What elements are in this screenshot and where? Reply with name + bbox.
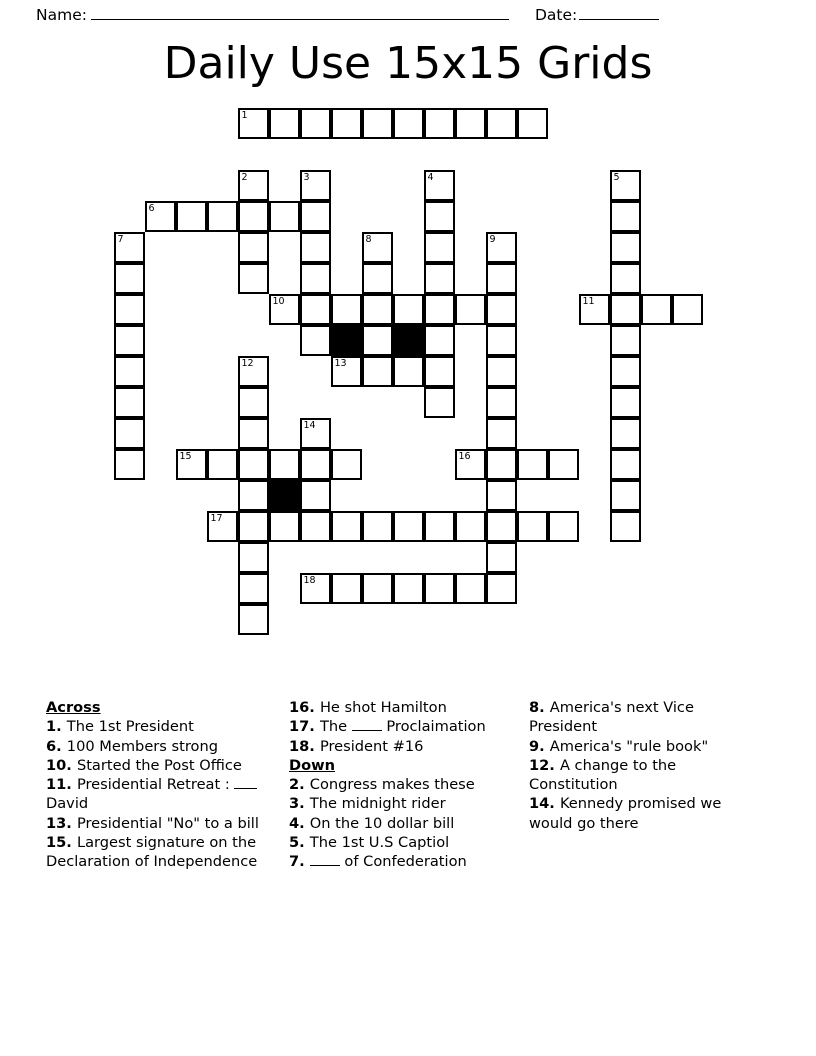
grid-block-cell: [331, 325, 362, 356]
clue-number: 12.: [529, 756, 560, 774]
clue-number: 10.: [46, 756, 77, 774]
grid-cell[interactable]: [238, 573, 269, 604]
page-title: Daily Use 15x15 Grids: [163, 38, 653, 89]
grid-cell[interactable]: [300, 263, 331, 294]
grid-cell[interactable]: [393, 356, 424, 387]
grid-cell[interactable]: [610, 356, 641, 387]
grid-cell[interactable]: [455, 108, 486, 139]
clue-text: America's "rule book": [549, 737, 709, 755]
grid-cell[interactable]: [114, 418, 145, 449]
grid-cell[interactable]: [486, 480, 517, 511]
grid-cell[interactable]: [176, 449, 207, 480]
grid-cell[interactable]: [362, 263, 393, 294]
clue-item: [289, 737, 515, 756]
grid-cell[interactable]: [238, 108, 269, 139]
grid-cell[interactable]: [331, 573, 362, 604]
grid-cell[interactable]: [393, 573, 424, 604]
clue-column-1: [46, 698, 289, 872]
clue-number: 16.: [289, 699, 320, 716]
grid-cell[interactable]: [207, 449, 238, 480]
grid-cell[interactable]: [610, 201, 641, 232]
grid-cell[interactable]: [238, 511, 269, 542]
grid-cell[interactable]: [393, 294, 424, 325]
grid-cell[interactable]: [610, 418, 641, 449]
grid-cell[interactable]: [176, 201, 207, 232]
grid-cell[interactable]: [424, 325, 455, 356]
grid-cell[interactable]: [424, 387, 455, 418]
grid-cell[interactable]: [300, 294, 331, 325]
grid-cell[interactable]: [455, 573, 486, 604]
clue-item: [46, 814, 275, 833]
clue-item: [289, 852, 515, 871]
grid-cell[interactable]: [486, 325, 517, 356]
grid-cell[interactable]: [238, 201, 269, 232]
grid-cell[interactable]: [300, 232, 331, 263]
grid-cell[interactable]: [486, 418, 517, 449]
grid-cell[interactable]: [486, 573, 517, 604]
clue-item: [46, 717, 275, 736]
grid-cell[interactable]: [238, 387, 269, 418]
grid-cell[interactable]: [486, 542, 517, 573]
grid-cell[interactable]: [455, 294, 486, 325]
name-label: Name:: [36, 6, 87, 24]
clue-blank: [352, 730, 382, 731]
grid-block-cell: [393, 325, 424, 356]
grid-cell[interactable]: [300, 325, 331, 356]
cell-number: 17: [210, 513, 223, 524]
grid-cell[interactable]: [114, 263, 145, 294]
clue-number: 4.: [289, 814, 310, 832]
grid-cell[interactable]: [610, 294, 641, 325]
cell-number: 7: [117, 234, 124, 245]
grid-cell[interactable]: [362, 511, 393, 542]
clue-number: 8.: [529, 699, 550, 716]
clue-item: [289, 775, 515, 794]
cell-number: 10: [272, 296, 285, 307]
grid-cell[interactable]: [238, 604, 269, 635]
grid-cell[interactable]: [548, 449, 579, 480]
clue-number: 13.: [46, 814, 77, 832]
clue-number: 2.: [289, 776, 310, 794]
grid-cell[interactable]: [300, 170, 331, 201]
clue-text: He shot Hamilton: [319, 699, 447, 716]
grid-cell[interactable]: [424, 294, 455, 325]
grid-cell[interactable]: [331, 449, 362, 480]
grid-cell[interactable]: [269, 108, 300, 139]
grid-cell[interactable]: [114, 232, 145, 263]
clue-number: 1.: [46, 718, 67, 736]
grid-cell[interactable]: [579, 294, 610, 325]
cell-number: 2: [241, 172, 248, 183]
clue-item: [289, 833, 515, 852]
grid-cell[interactable]: [641, 294, 672, 325]
grid-cell[interactable]: [114, 449, 145, 480]
grid-cell[interactable]: [238, 449, 269, 480]
grid-cell[interactable]: [424, 201, 455, 232]
cell-number: 16: [458, 451, 471, 462]
clue-item: [529, 794, 755, 833]
clue-item: [289, 794, 515, 813]
clue-column-3: [529, 698, 769, 833]
grid-cell[interactable]: [610, 511, 641, 542]
grid-cell[interactable]: [362, 108, 393, 139]
grid-cell[interactable]: [331, 108, 362, 139]
grid-cell[interactable]: [300, 480, 331, 511]
grid-cell[interactable]: [269, 294, 300, 325]
grid-cell[interactable]: [610, 449, 641, 480]
grid-cell[interactable]: [238, 263, 269, 294]
clue-blank: [310, 865, 340, 866]
grid-cell[interactable]: [238, 170, 269, 201]
grid-cell[interactable]: [486, 232, 517, 263]
clue-number: 11.: [46, 776, 77, 794]
clue-number: 15.: [46, 834, 77, 852]
grid-cell[interactable]: [486, 356, 517, 387]
grid-block-cell: [269, 480, 300, 511]
clue-item: [46, 833, 275, 872]
clue-item: [529, 756, 755, 795]
clue-text: of Confederation: [310, 853, 467, 870]
grid-cell[interactable]: [610, 387, 641, 418]
clue-item: [289, 814, 515, 833]
clue-number: 3.: [289, 795, 310, 813]
grid-cell[interactable]: [300, 449, 331, 480]
clue-number: 6.: [46, 737, 67, 755]
clue-text: The midnight rider: [309, 795, 446, 813]
clue-text: A change to the Constitution: [529, 756, 677, 794]
clue-text: Presidential "No" to a bill: [76, 814, 259, 832]
grid-cell[interactable]: [207, 511, 238, 542]
cell-number: 15: [179, 451, 192, 462]
clue-text: Kennedy promised we would go there: [529, 795, 722, 832]
clue-text: President #16: [319, 737, 424, 755]
grid-cell[interactable]: [269, 511, 300, 542]
grid-cell[interactable]: [145, 201, 176, 232]
grid-cell[interactable]: [362, 356, 393, 387]
cell-number: 12: [241, 358, 254, 369]
grid-cell[interactable]: [610, 170, 641, 201]
grid-cell[interactable]: [672, 294, 703, 325]
clue-item: [289, 717, 515, 736]
cell-number: 3: [303, 172, 310, 183]
grid-cell[interactable]: [238, 542, 269, 573]
clue-item: [529, 737, 755, 756]
cell-number: 6: [148, 203, 155, 214]
cell-number: 8: [365, 234, 372, 245]
grid-cell[interactable]: [548, 511, 579, 542]
grid-cell[interactable]: [486, 263, 517, 294]
grid-cell[interactable]: [517, 449, 548, 480]
clue-section-heading: Across: [46, 699, 101, 716]
cell-number: 11: [582, 296, 595, 307]
grid-cell[interactable]: [486, 511, 517, 542]
grid-cell[interactable]: [238, 232, 269, 263]
grid-cell[interactable]: [362, 325, 393, 356]
grid-cell[interactable]: [517, 511, 548, 542]
grid-cell[interactable]: [393, 511, 424, 542]
grid-cell[interactable]: [362, 573, 393, 604]
date-label: Date:: [534, 6, 578, 24]
clue-item: [529, 698, 755, 737]
cell-number: 18: [303, 575, 316, 586]
clue-text: Largest signature on the Declaration of Independence: [46, 834, 258, 871]
clue-item: [46, 756, 275, 775]
cell-number: 14: [303, 420, 316, 431]
clue-item: [46, 737, 275, 756]
grid-cell[interactable]: [207, 201, 238, 232]
grid-cell[interactable]: [424, 232, 455, 263]
clue-section-heading: Down: [289, 756, 336, 774]
cell-number: 9: [489, 234, 496, 245]
clue-list: [0, 698, 816, 872]
grid-cell[interactable]: [486, 294, 517, 325]
grid-cell[interactable]: [362, 232, 393, 263]
clue-number: 17.: [289, 718, 320, 736]
clue-number: 9.: [529, 737, 550, 755]
clue-number: 14.: [529, 795, 560, 813]
clue-text: Congress makes these: [309, 776, 475, 794]
clue-number: 7.: [289, 853, 310, 871]
clue-number: 5.: [289, 834, 310, 852]
grid-cell[interactable]: [424, 263, 455, 294]
grid-cell[interactable]: [610, 232, 641, 263]
grid-cell[interactable]: [610, 263, 641, 294]
grid-cell[interactable]: [517, 108, 548, 139]
grid-cell[interactable]: [114, 356, 145, 387]
clue-text: Started the Post Office: [76, 756, 242, 774]
clue-number: 18.: [289, 737, 320, 755]
grid-cell[interactable]: [300, 573, 331, 604]
grid-cell[interactable]: [424, 108, 455, 139]
grid-cell[interactable]: [610, 480, 641, 511]
grid-cell[interactable]: [238, 418, 269, 449]
grid-cell[interactable]: [455, 449, 486, 480]
grid-cell[interactable]: [331, 356, 362, 387]
clue-blank: [234, 788, 257, 789]
grid-cell[interactable]: [486, 108, 517, 139]
cell-number: 4: [427, 172, 434, 183]
cell-number: 5: [613, 172, 620, 183]
clue-text: The Proclaimation: [319, 718, 486, 736]
grid-cell[interactable]: [424, 511, 455, 542]
grid-cell[interactable]: [455, 511, 486, 542]
clue-text: Presidential Retreat : David: [46, 776, 257, 812]
clue-item: [289, 698, 515, 717]
clue-text: America's next Vice President: [529, 699, 694, 736]
grid-cell[interactable]: [269, 449, 300, 480]
grid-cell[interactable]: [300, 108, 331, 139]
clue-text: 100 Members strong: [66, 737, 218, 755]
grid-cell[interactable]: [486, 449, 517, 480]
grid-cell[interactable]: [393, 108, 424, 139]
grid-cell[interactable]: [114, 294, 145, 325]
cell-number: 1: [241, 110, 248, 121]
grid-cell[interactable]: [362, 294, 393, 325]
clue-text: The 1st President: [66, 718, 194, 736]
grid-cell[interactable]: [300, 201, 331, 232]
grid-cell[interactable]: [486, 387, 517, 418]
grid-cell[interactable]: [238, 480, 269, 511]
grid-cell[interactable]: [269, 201, 300, 232]
cell-number: 13: [334, 358, 347, 369]
grid-cell[interactable]: [300, 511, 331, 542]
grid-cell[interactable]: [238, 356, 269, 387]
clue-text: The 1st U.S Captiol: [309, 834, 450, 852]
grid-cell[interactable]: [424, 170, 455, 201]
clue-item: [46, 775, 275, 814]
clue-column-2: [289, 698, 529, 872]
grid-cell[interactable]: [300, 418, 331, 449]
grid-cell[interactable]: [424, 356, 455, 387]
clue-text: On the 10 dollar bill: [309, 814, 455, 832]
grid-cell[interactable]: [610, 325, 641, 356]
grid-cell[interactable]: [114, 325, 145, 356]
grid-cell[interactable]: [331, 511, 362, 542]
grid-cell[interactable]: [424, 573, 455, 604]
grid-cell[interactable]: [114, 387, 145, 418]
grid-cell[interactable]: [331, 294, 362, 325]
